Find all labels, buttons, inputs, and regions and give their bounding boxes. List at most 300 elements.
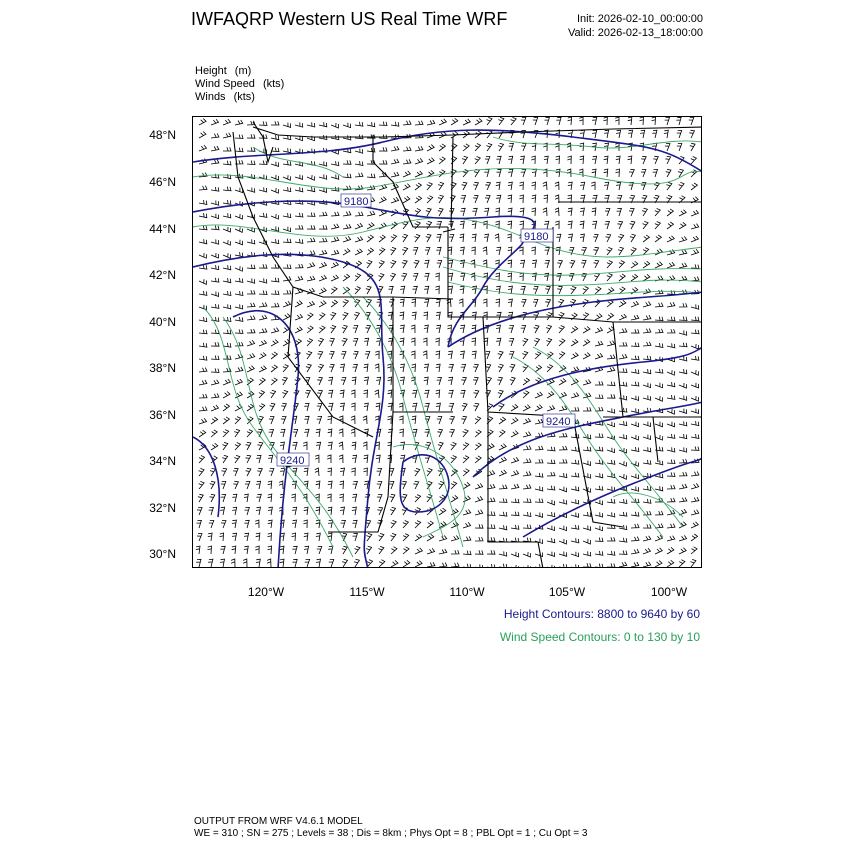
wind-barb	[351, 416, 355, 424]
wind-barb	[355, 546, 361, 554]
wind-barb	[583, 539, 591, 544]
wind-barb	[199, 368, 207, 372]
wind-barb	[235, 367, 243, 372]
wind-barb	[535, 513, 543, 518]
wind-barb	[641, 169, 646, 177]
wind-barb	[655, 329, 663, 333]
wind-barb	[353, 364, 358, 372]
wind-barb	[354, 312, 359, 320]
wind-barb	[559, 526, 567, 531]
wind-barb	[535, 392, 542, 398]
wind-barb	[667, 560, 674, 567]
wind-barb	[281, 416, 286, 424]
wind-barb	[629, 169, 634, 177]
wind-barb	[340, 481, 344, 489]
wind-barb	[616, 156, 620, 164]
wind-barb	[352, 494, 357, 502]
wind-barb	[676, 117, 681, 125]
wind-barb	[450, 195, 455, 203]
wind-barb	[211, 239, 219, 244]
wind-barb	[424, 364, 429, 372]
wind-barb	[199, 119, 206, 125]
wind-barb	[475, 496, 483, 502]
wind-barb	[436, 312, 440, 320]
wind-barb	[425, 403, 430, 411]
wind-barb	[571, 326, 578, 333]
wind-barb	[364, 364, 368, 372]
wind-barb	[259, 404, 265, 411]
wind-barb	[559, 499, 567, 504]
wind-barb	[510, 364, 515, 372]
wind-barb	[691, 434, 699, 439]
wind-barb	[243, 559, 247, 567]
wind-barb	[363, 442, 367, 450]
wind-barb	[426, 234, 431, 242]
wind-barb	[472, 221, 476, 229]
wind-barb	[235, 317, 243, 321]
wind-barb	[424, 273, 429, 281]
wind-barb	[594, 260, 599, 268]
wind-barb	[235, 214, 243, 219]
wind-barb	[571, 525, 579, 529]
wind-barb	[223, 392, 230, 399]
wind-barb	[691, 447, 699, 451]
wind-barb	[247, 239, 255, 244]
wind-barb	[607, 563, 615, 567]
wind-barb	[367, 134, 375, 138]
wind-barb	[523, 391, 529, 398]
wind-barb	[197, 507, 202, 515]
wind-barb	[247, 366, 254, 372]
wind-barb	[545, 117, 550, 125]
wind-barb	[427, 468, 433, 476]
wind-barb	[544, 273, 549, 281]
wind-barb	[631, 301, 639, 307]
wind-barb	[547, 472, 555, 476]
wind-barb	[353, 338, 358, 346]
wind-barb	[283, 239, 291, 243]
wind-barb	[523, 418, 531, 424]
wind-barb	[532, 143, 536, 151]
wind-barb	[679, 369, 687, 374]
wind-barb	[375, 390, 379, 398]
wind-barb	[307, 339, 313, 346]
wind-barb	[592, 156, 597, 164]
wind-barb	[507, 234, 511, 242]
wind-barb	[353, 481, 358, 489]
wind-barb	[377, 468, 382, 476]
wind-barb	[331, 123, 339, 128]
wind-barb	[643, 435, 651, 440]
wind-barb	[580, 182, 585, 190]
wind-barb	[679, 250, 687, 255]
wind-barb	[619, 368, 627, 372]
wind-barb	[199, 279, 207, 284]
wind-barb	[354, 559, 359, 567]
wind-barb	[631, 329, 639, 333]
wind-barb	[643, 315, 651, 320]
wind-barb	[305, 559, 310, 567]
wind-barb	[307, 238, 315, 242]
wind-barb	[319, 262, 327, 268]
wind-barb	[220, 559, 225, 567]
wind-barb	[355, 149, 363, 154]
wind-barb	[460, 390, 465, 398]
wind-barb	[343, 312, 349, 320]
wind-barb	[436, 403, 441, 411]
field-name: Wind Speed	[195, 78, 255, 90]
wind-barb	[679, 330, 687, 335]
wind-barb	[509, 143, 514, 151]
wind-barb	[583, 563, 591, 567]
wind-barb	[341, 520, 346, 528]
wind-barb	[267, 559, 271, 567]
wind-barb	[221, 520, 226, 528]
wind-barb	[571, 538, 579, 543]
wind-barb	[595, 500, 603, 505]
wind-barb	[223, 253, 231, 258]
wind-barb	[223, 265, 231, 270]
wind-barb	[475, 430, 481, 437]
wind-barb	[485, 182, 490, 190]
wind-barb	[631, 435, 639, 440]
wind-barb	[331, 161, 339, 166]
wind-barb	[295, 264, 303, 268]
wind-barb	[569, 247, 574, 255]
wind-barb	[511, 418, 518, 425]
wind-barb	[667, 370, 675, 375]
wind-barb	[691, 471, 699, 476]
wind-barb	[511, 565, 519, 568]
wind-barbs-layer	[196, 117, 699, 568]
wind-barb	[211, 342, 219, 346]
wind-barb	[364, 377, 369, 385]
wind-barb	[570, 260, 575, 268]
wind-barb	[256, 533, 260, 541]
wind-barb	[437, 429, 442, 437]
wind-barb	[559, 539, 567, 544]
wind-barb	[235, 329, 243, 333]
wind-barb	[379, 560, 385, 567]
wind-barb	[655, 343, 663, 348]
wind-barb	[283, 148, 291, 153]
wind-barb	[379, 147, 387, 151]
wind-barb	[475, 118, 482, 125]
wind-barb	[508, 221, 512, 229]
wind-barb	[317, 416, 322, 424]
wind-barb	[691, 483, 699, 489]
wind-barb	[592, 169, 596, 177]
wind-barb	[508, 169, 513, 177]
wind-barb	[449, 416, 454, 424]
wind-barb	[331, 237, 339, 242]
wind-barb	[628, 156, 632, 164]
wind-barb	[233, 481, 238, 489]
wind-barb	[595, 564, 603, 568]
wind-barb	[604, 130, 609, 138]
wind-barb	[211, 119, 219, 125]
wind-barb	[511, 499, 519, 503]
wind-barb	[463, 144, 469, 151]
wind-barb	[643, 302, 651, 308]
wind-barb	[604, 182, 609, 190]
wind-barb	[211, 304, 219, 308]
wind-barb	[463, 564, 471, 568]
wind-barb	[484, 234, 489, 242]
wind-barb	[415, 158, 423, 164]
wind-barb	[631, 549, 639, 554]
wind-barb	[499, 564, 507, 568]
wind-barb	[595, 327, 603, 333]
wind-barb	[340, 364, 345, 372]
wind-barb	[427, 521, 433, 528]
wind-barb	[343, 249, 350, 256]
wind-barb	[475, 443, 481, 450]
wind-barb	[400, 312, 404, 320]
wind-barb	[436, 364, 440, 372]
wind-barb	[534, 338, 539, 346]
wind-barb	[595, 486, 603, 490]
wind-barb	[535, 419, 543, 424]
wind-barb	[211, 356, 219, 360]
wind-barb	[364, 338, 369, 346]
wind-barb	[271, 135, 279, 140]
wind-barb	[451, 536, 459, 542]
wind-barb	[631, 512, 639, 516]
wind-barb	[244, 546, 248, 554]
wind-barb	[339, 442, 343, 450]
wind-barb	[571, 407, 579, 411]
wind-barb	[460, 234, 464, 242]
wind-barb	[545, 247, 550, 255]
wind-barb	[463, 510, 471, 516]
wind-barb	[210, 494, 215, 502]
wind-barb	[607, 394, 615, 398]
wind-barb	[535, 405, 542, 411]
wind-barb	[559, 352, 565, 359]
wind-barb	[583, 287, 589, 295]
wind-barb	[211, 368, 219, 372]
wind-barb	[328, 442, 332, 450]
wind-barb	[269, 429, 274, 437]
wind-barb	[523, 552, 531, 557]
wind-barb	[437, 416, 442, 424]
wind-barb	[399, 429, 403, 437]
wind-barb	[498, 390, 503, 398]
wind-barb	[593, 234, 598, 242]
wind-barb	[547, 565, 555, 568]
wind-barb	[439, 144, 445, 151]
wind-barb	[631, 356, 639, 360]
wind-barb	[641, 156, 646, 164]
wind-barb	[617, 208, 622, 216]
wind-barb	[631, 447, 639, 452]
wind-barb	[571, 564, 579, 568]
wind-barb	[315, 455, 319, 463]
wind-barb	[495, 234, 499, 242]
wind-barb	[222, 442, 227, 450]
wind-barb	[319, 161, 327, 166]
wind-barb	[376, 403, 380, 411]
wind-barb	[220, 507, 225, 515]
wind-barb	[463, 536, 471, 541]
wind-barb	[328, 520, 333, 528]
wind-barb	[364, 455, 368, 463]
wind-barb	[295, 122, 303, 127]
wind-barb	[607, 408, 615, 413]
wind-barb	[318, 338, 323, 346]
wind-barb	[520, 208, 524, 216]
lon-tick: 120°W	[247, 585, 285, 599]
wind-barb	[461, 195, 466, 203]
wind-barb	[691, 157, 697, 165]
wind-barb	[280, 442, 284, 450]
model-info-line1: OUTPUT FROM WRF V4.6.1 MODEL	[194, 816, 363, 827]
wind-barb	[391, 222, 397, 229]
wind-barb	[511, 404, 518, 411]
wind-barb	[403, 171, 410, 177]
wind-barb	[559, 378, 566, 385]
wind-barb	[499, 403, 505, 411]
wind-barb	[607, 460, 615, 464]
wind-barb	[411, 351, 415, 359]
wind-barb	[245, 507, 250, 515]
wind-barb	[352, 520, 357, 528]
wind-barb	[571, 393, 579, 399]
wind-barb	[543, 182, 547, 190]
wind-barb	[619, 342, 627, 346]
wind-barb	[667, 434, 675, 438]
wind-barb	[223, 278, 231, 283]
wind-barb	[483, 221, 487, 229]
wind-barb	[306, 351, 312, 359]
wind-barb	[271, 214, 279, 219]
wind-barb	[519, 182, 523, 190]
wind-barb	[211, 133, 219, 138]
wind-barb	[199, 418, 207, 424]
wind-barb	[424, 299, 429, 307]
wind-barb	[655, 262, 662, 268]
wind-barb	[607, 382, 615, 386]
wind-barb	[412, 299, 416, 307]
wind-barb	[496, 299, 500, 307]
wind-barb	[414, 260, 419, 268]
wind-barb	[605, 221, 610, 229]
wind-barb	[535, 459, 543, 463]
wind-barb	[472, 338, 476, 346]
wind-barb	[329, 338, 334, 346]
wind-barb	[667, 262, 675, 268]
wind-barb	[403, 147, 411, 151]
wind-barb	[268, 533, 272, 541]
lat-tick: 32°N	[149, 501, 176, 515]
wind-barb	[580, 208, 584, 216]
wind-barb	[460, 273, 465, 281]
wind-barb	[307, 313, 313, 320]
wind-barb	[568, 234, 573, 242]
wind-barb	[271, 365, 277, 372]
wind-barb	[424, 312, 428, 320]
wind-barb	[316, 507, 320, 515]
wind-barb	[499, 525, 507, 530]
wind-barb	[691, 409, 699, 414]
wind-barb	[607, 422, 615, 427]
wind-barb	[595, 460, 603, 464]
wind-barb	[283, 301, 291, 307]
wind-barb	[331, 275, 338, 281]
wind-barb	[211, 201, 219, 206]
wind-barb	[247, 353, 255, 359]
wind-barb	[689, 117, 694, 125]
wind-barb	[391, 197, 399, 203]
wind-barb	[547, 512, 555, 517]
wind-barb	[691, 170, 697, 177]
wind-barb	[402, 494, 407, 502]
wind-barb	[460, 286, 464, 294]
wind-barb	[353, 325, 358, 333]
wind-barb	[581, 260, 586, 268]
wind-barb	[271, 328, 279, 333]
wind-barb	[199, 330, 207, 334]
wind-barb	[439, 119, 446, 125]
wind-barb	[531, 247, 535, 255]
wind-barb	[555, 182, 559, 190]
wind-barb	[318, 364, 323, 372]
wind-barb	[523, 565, 531, 568]
wind-barb	[389, 286, 394, 294]
wind-barb	[307, 225, 315, 229]
wind-barb	[619, 354, 627, 359]
wind-barb	[667, 222, 674, 229]
wind-barb	[595, 447, 603, 451]
wind-barb	[523, 378, 530, 385]
wind-barb	[499, 457, 506, 463]
wind-barb	[448, 377, 453, 385]
wind-barb	[532, 208, 536, 216]
wind-barb	[508, 299, 512, 307]
wind-barb	[449, 429, 454, 437]
wind-barb	[545, 299, 550, 307]
wind-barb	[376, 455, 380, 463]
wind-barb	[223, 200, 231, 205]
wind-barb	[427, 534, 434, 541]
wind-barb	[619, 562, 627, 567]
wind-barb	[667, 250, 675, 256]
wind-barb	[615, 117, 619, 125]
wind-barb	[319, 122, 327, 127]
wind-barb	[244, 520, 249, 528]
wind-barb	[379, 122, 387, 126]
wind-barb	[631, 248, 637, 256]
wind-barb	[496, 338, 501, 346]
wind-barb	[571, 460, 579, 464]
wind-barb	[414, 234, 420, 242]
wind-barb	[571, 552, 579, 557]
wind-barb	[583, 339, 590, 346]
wind-barb	[679, 535, 687, 541]
wind-barb	[472, 351, 476, 359]
wind-barb	[679, 317, 687, 321]
wind-barb	[667, 395, 675, 399]
wind-barb	[377, 481, 382, 489]
wind-barb	[679, 343, 687, 347]
wind-barb	[511, 117, 517, 125]
wind-barb	[283, 290, 291, 294]
wind-barb	[532, 169, 536, 177]
wind-barb	[691, 497, 699, 502]
wind-barb	[316, 533, 320, 541]
wind-barb	[319, 212, 327, 216]
